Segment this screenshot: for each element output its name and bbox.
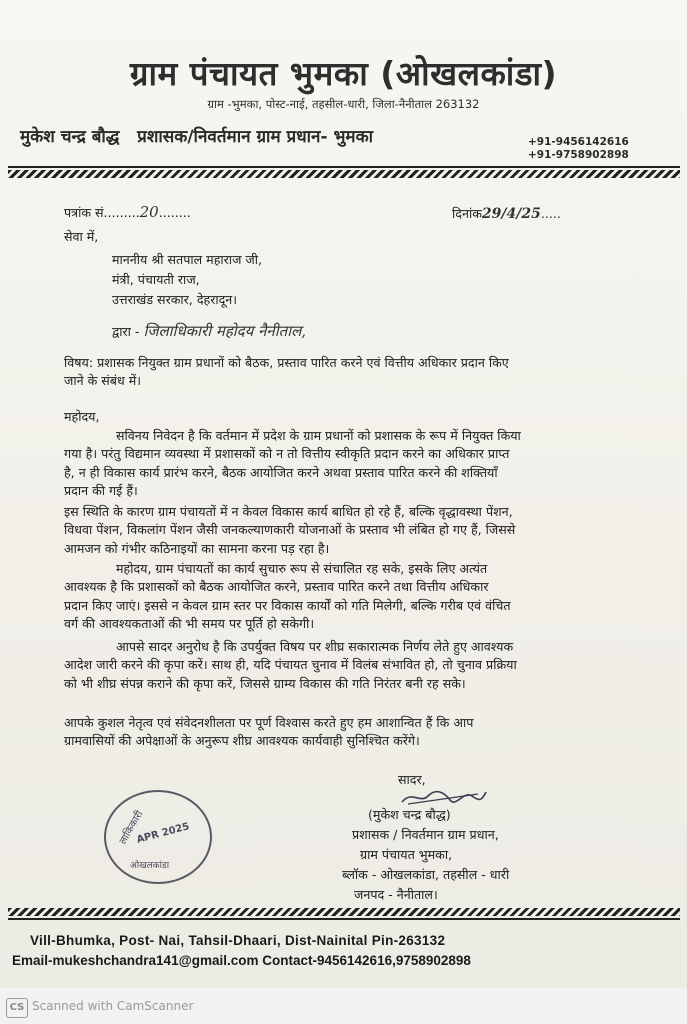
closing-line-1: प्रशासक / निवर्तमान ग्राम प्रधान, <box>352 827 499 842</box>
para3-line-1: महोदय, ग्राम पंचायतों का कार्य सुचारु रूप से संचालित रह सके, इसके लिए अत्यंत <box>116 561 488 576</box>
seal-bottom-text: ओखलकांडा <box>130 861 170 871</box>
patrank-value: 20 <box>139 203 159 221</box>
closing-line-2: ग्राम पंचायत भुमका, <box>360 847 453 862</box>
para4-line-2: आदेश जारी करने की कृपा करें। साथ ही, यदि पंचायत चुनाव में विलंब संभावित हो, तो चुनाव प्रक्रिया <box>64 657 517 673</box>
paragraph-3 <box>64 560 676 633</box>
date-dots: ..... <box>540 206 561 221</box>
closing-name: (मुकेश चन्द्र बौद्ध) <box>368 807 451 822</box>
recipient-line-1: माननीय श्री सतपाल महाराज जी, <box>112 252 263 267</box>
sender-designation: प्रशासक/निवर्तमान ग्राम प्रधान- भुमका <box>137 127 374 147</box>
dwara-line <box>112 322 306 341</box>
recipient-block <box>112 250 262 310</box>
footer-rule-thin <box>8 918 680 920</box>
patrank <box>64 203 191 222</box>
official-seal <box>104 790 212 884</box>
letterhead-phones <box>528 136 629 162</box>
footer-rule-stripe <box>8 908 680 916</box>
para3-line-2: आवश्यक है कि प्रशासकों को बैठक आयोजित करने, प्रस्ताव पारित करने तथा वित्तीय अधिकार <box>64 579 489 595</box>
closing-block <box>342 805 510 905</box>
paragraph-2 <box>64 503 676 558</box>
closing-line-3: ब्लॉक - ओखलकांडा, तहसील - धारी <box>342 867 510 882</box>
patrank-label: पत्रांक सं......... <box>64 205 140 220</box>
dwara-label: द्वारा - <box>112 324 140 339</box>
sender-name: मुकेश चन्द्र बौद्ध <box>20 127 120 147</box>
patrank-dots: ........ <box>158 205 191 220</box>
date-label: दिनांक <box>452 206 482 221</box>
phone-2: +91-9758902898 <box>528 149 629 161</box>
para3-line-4: वर्ग की आवश्यकताओं की भी समय पर पूर्ति हो सकेगी। <box>64 615 315 631</box>
para4-line-1: आपसे सादर अनुरोध है कि उपर्युक्त विषय पर शीघ्र सकारात्मक निर्णय लेते हुए आवश्यक <box>116 639 514 654</box>
seal-arc-text: लाकिकारी <box>117 809 146 847</box>
letterhead-address: ग्राम -भुमका, पोस्ट-नाई, तहसील-धारी, जिला-नैनीताल 263132 <box>207 97 480 111</box>
para1-line-1: सविनय निवेदन है कि वर्तमान में प्रदेश के ग्राम प्रधानों को प्रशासक के रूप में नियुक्त किया <box>116 428 521 443</box>
para3-line-3: प्रदान किए जाएं। इससे न केवल ग्राम स्तर पर विकास कार्यों को गति मिलेगी, बल्कि गरीब एवं वंचित <box>64 597 511 613</box>
letterhead-title: ग्राम पंचायत भुमका (ओखलकांडा) <box>129 54 558 93</box>
para4-line-3: को भी शीघ्र संपन्न कराने की कृपा करें, जिससे ग्राम्य विकास की गति निरंतर बनी रह सके। <box>64 675 466 691</box>
date-value: 29/4/25 <box>481 206 541 222</box>
date <box>452 205 561 223</box>
seva-me: सेवा में, <box>64 229 99 244</box>
subject-line-1: विषय: प्रशासक नियुक्त ग्राम प्रधानों को बैठक, प्रस्ताव पारित करने एवं वित्तीय अधिकार प्रदान किए <box>64 355 509 370</box>
salutation: महोदय, <box>64 409 100 424</box>
para1-line-2: गया है। परंतु विद्यमान व्यवस्था में प्रशासकों को न तो वित्तीय स्वीकृति प्रदान करने का अधिकार प्राप्त <box>64 446 510 462</box>
header-rule-stripe <box>8 170 680 178</box>
closing-line-4: जनपद - नैनीताल। <box>354 887 438 902</box>
footer-address: Vill-Bhumka, Post- Nai, Tahsil-Dhaari, Dist-Nainital Pin-263132 <box>30 933 446 948</box>
para2-line-1: इस स्थिति के कारण ग्राम पंचायतों में न केवल विकास कार्य बाधित हो रहे हैं, बल्कि वृद्धावस्था पेंशन, <box>64 504 513 519</box>
seal-stamp-text: APR 2025 <box>135 821 191 846</box>
para5-line-1: आपके कुशल नेतृत्व एवं संवेदनशीलता पर पूर्ण विश्वास करते हुए हम आशान्वित हैं कि आप <box>64 715 474 730</box>
camscanner-logo-icon: CS <box>6 998 28 1018</box>
para2-line-2: विधवा पेंशन, विकलांग पेंशन जैसी जनकल्याणकारी योजनाओं के प्रस्ताव भी लंबित हो गए हैं, जिससे <box>64 522 516 538</box>
subject-line-2: जाने के संबंध में। <box>64 373 142 389</box>
para2-line-3: आमजन को गंभीर कठिनाइयों का सामना करना पड़ रहा है। <box>64 540 330 556</box>
header-rule-thin <box>8 166 680 168</box>
para1-line-4: प्रदान की गई हैं। <box>64 482 138 498</box>
para1-line-3: है, न ही विकास कार्य प्रारंभ करने, बैठक आयोजित करने अथवा प्रस्ताव पारित करने की शक्तियाँ <box>64 464 498 480</box>
dwara-handwritten: जिलाधिकारी महोदय नैनीताल, <box>143 322 307 340</box>
paragraph-4 <box>64 638 676 693</box>
footer-contact: Email-mukeshchandra141@gmail.com Contact-9456142616,9758902898 <box>12 953 471 968</box>
paragraph-1 <box>64 427 676 500</box>
recipient-line-2: मंत्री, पंचायती राज, <box>112 272 200 287</box>
para5-line-2: ग्रामवासियों की अपेक्षाओं के अनुरूप शीघ्र आवश्यक कार्यवाही सुनिश्चित करेंगे। <box>64 733 420 749</box>
letterhead-sender <box>20 124 373 147</box>
scanner-watermark-text: Scanned with CamScanner <box>32 999 194 1013</box>
phone-1: +91-9456142616 <box>528 136 629 148</box>
sadar: सादर, <box>398 772 426 787</box>
recipient-line-3: उत्तराखंड सरकार, देहरादून। <box>112 292 238 307</box>
subject <box>64 354 676 391</box>
paragraph-5 <box>64 714 676 751</box>
